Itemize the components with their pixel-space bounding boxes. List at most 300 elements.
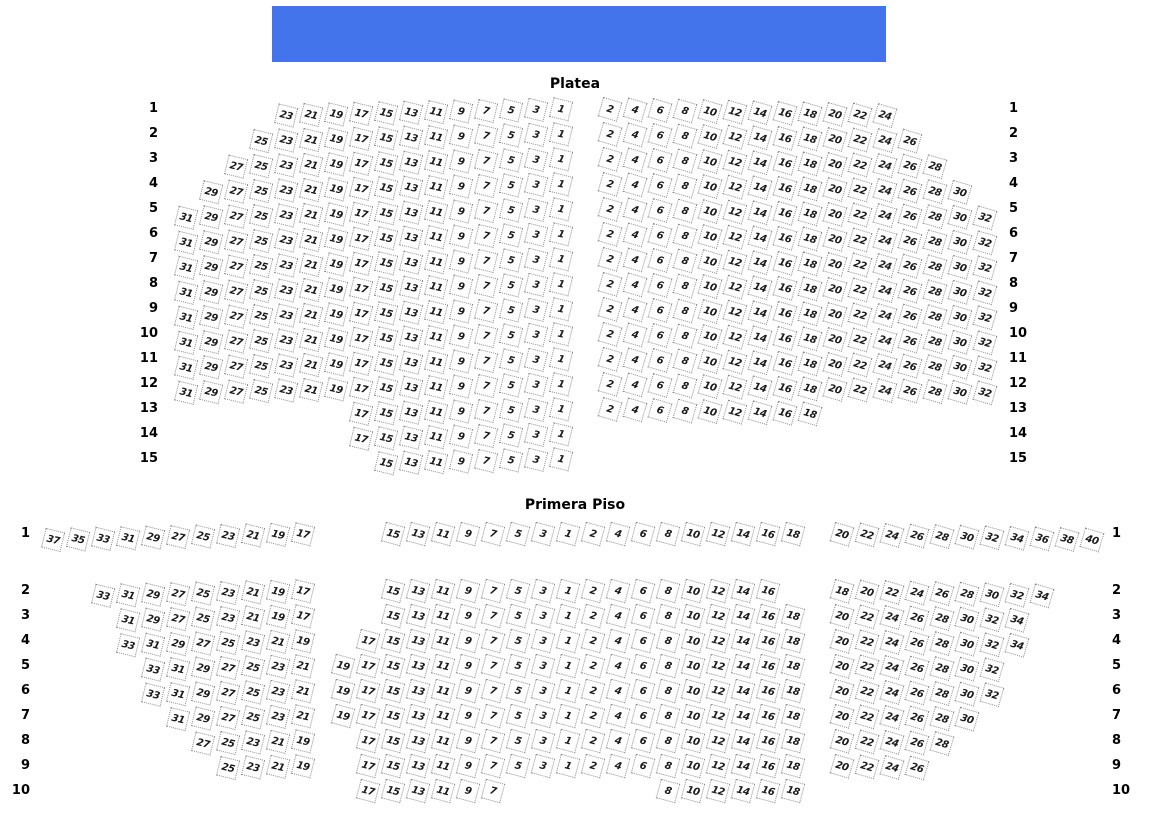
seat[interactable]: 9 (448, 149, 472, 173)
seat[interactable]: 40 (1079, 527, 1104, 552)
seat[interactable]: 23 (273, 353, 297, 377)
seat[interactable]: 4 (605, 703, 629, 727)
seat[interactable]: 8 (672, 123, 697, 148)
seat[interactable]: 15 (373, 251, 397, 275)
seat[interactable]: 15 (373, 176, 397, 200)
seat[interactable]: 14 (730, 578, 754, 602)
seat[interactable]: 10 (680, 628, 704, 652)
seat[interactable]: 22 (847, 152, 872, 177)
seat[interactable]: 16 (772, 225, 797, 250)
seat[interactable]: 2 (597, 371, 622, 396)
seat[interactable]: 18 (780, 653, 804, 677)
seat[interactable]: 26 (929, 581, 954, 606)
seat[interactable]: 11 (423, 100, 447, 124)
seat[interactable]: 12 (722, 249, 747, 274)
seat[interactable]: 18 (797, 276, 822, 301)
seat[interactable]: 27 (224, 179, 248, 203)
seat[interactable]: 14 (747, 175, 772, 200)
seat[interactable]: 2 (580, 628, 604, 652)
seat[interactable]: 6 (647, 348, 672, 373)
seat[interactable]: 37 (40, 527, 64, 551)
seat[interactable]: 1 (555, 578, 579, 602)
seat[interactable]: 7 (480, 603, 504, 627)
seat[interactable]: 21 (298, 102, 322, 126)
seat[interactable]: 28 (954, 581, 979, 606)
seat[interactable]: 9 (448, 449, 472, 473)
seat[interactable]: 32 (972, 205, 997, 230)
seat[interactable]: 24 (879, 630, 904, 655)
seat[interactable]: 5 (498, 323, 522, 347)
seat[interactable]: 15 (373, 226, 397, 250)
seat[interactable]: 10 (697, 399, 722, 424)
seat[interactable]: 9 (455, 678, 479, 702)
seat[interactable]: 19 (323, 152, 347, 176)
seat[interactable]: 25 (248, 129, 272, 153)
seat[interactable]: 16 (772, 175, 797, 200)
seat[interactable]: 17 (348, 426, 372, 450)
seat[interactable]: 29 (199, 305, 223, 329)
seat[interactable]: 1 (548, 297, 572, 321)
seat[interactable]: 2 (597, 271, 622, 296)
seat[interactable]: 15 (380, 678, 404, 702)
seat[interactable]: 11 (423, 300, 447, 324)
seat[interactable]: 24 (872, 128, 897, 153)
seat[interactable]: 10 (697, 149, 722, 174)
seat[interactable]: 12 (722, 299, 747, 324)
seat[interactable]: 15 (373, 276, 397, 300)
seat[interactable]: 14 (730, 678, 754, 702)
seat[interactable]: 31 (165, 682, 189, 706)
seat[interactable]: 2 (597, 196, 622, 221)
seat[interactable]: 25 (248, 179, 272, 203)
seat[interactable]: 7 (473, 398, 497, 422)
seat[interactable]: 5 (505, 703, 529, 727)
seat[interactable]: 16 (772, 200, 797, 225)
seat[interactable]: 17 (348, 201, 372, 225)
seat[interactable]: 23 (273, 203, 297, 227)
seat[interactable]: 18 (797, 151, 822, 176)
seat[interactable]: 30 (947, 179, 972, 204)
seat[interactable]: 1 (548, 122, 572, 146)
seat[interactable]: 12 (722, 324, 747, 349)
seat[interactable]: 8 (672, 223, 697, 248)
seat[interactable]: 11 (423, 400, 447, 424)
seat[interactable]: 15 (373, 201, 397, 225)
seat[interactable]: 12 (705, 628, 729, 652)
seat[interactable]: 18 (829, 578, 854, 603)
seat[interactable]: 14 (747, 375, 772, 400)
seat[interactable]: 7 (480, 578, 504, 602)
seat[interactable]: 26 (904, 680, 929, 705)
seat[interactable]: 11 (430, 753, 454, 777)
seat[interactable]: 26 (897, 328, 922, 353)
seat[interactable]: 21 (298, 327, 322, 351)
seat[interactable]: 12 (722, 349, 747, 374)
seat[interactable]: 19 (265, 522, 289, 546)
seat[interactable]: 10 (697, 249, 722, 274)
seat[interactable]: 27 (224, 304, 248, 328)
seat[interactable]: 27 (224, 229, 248, 253)
seat[interactable]: 22 (847, 277, 872, 302)
seat[interactable]: 8 (672, 273, 697, 298)
seat[interactable]: 13 (398, 325, 422, 349)
seat[interactable]: 35 (65, 527, 89, 551)
seat[interactable]: 8 (655, 778, 679, 802)
seat[interactable]: 24 (872, 303, 897, 328)
seat[interactable]: 24 (872, 178, 897, 203)
seat[interactable]: 16 (755, 603, 779, 627)
seat[interactable]: 24 (879, 655, 904, 680)
seat[interactable]: 9 (448, 199, 472, 223)
seat[interactable]: 6 (630, 678, 654, 702)
seat[interactable]: 27 (215, 680, 239, 704)
seat[interactable]: 31 (174, 205, 198, 229)
seat[interactable]: 15 (373, 126, 397, 150)
seat[interactable]: 7 (480, 703, 504, 727)
seat[interactable]: 25 (240, 655, 264, 679)
seat[interactable]: 27 (224, 154, 248, 178)
seat[interactable]: 20 (829, 521, 854, 546)
seat[interactable]: 20 (822, 301, 847, 326)
seat[interactable]: 20 (829, 753, 854, 778)
seat[interactable]: 8 (672, 298, 697, 323)
seat[interactable]: 15 (373, 401, 397, 425)
seat[interactable]: 18 (780, 753, 804, 777)
seat[interactable]: 7 (473, 423, 497, 447)
seat[interactable]: 10 (697, 324, 722, 349)
seat[interactable]: 30 (947, 354, 972, 379)
seat[interactable]: 28 (922, 379, 947, 404)
seat[interactable]: 25 (248, 204, 272, 228)
seat[interactable]: 29 (199, 205, 223, 229)
seat[interactable]: 15 (380, 578, 404, 602)
seat[interactable]: 28 (922, 329, 947, 354)
seat[interactable]: 24 (872, 378, 897, 403)
seat[interactable]: 2 (580, 603, 604, 627)
seat[interactable]: 12 (722, 99, 747, 124)
seat[interactable]: 4 (622, 347, 647, 372)
seat[interactable]: 22 (879, 580, 904, 605)
seat[interactable]: 32 (979, 657, 1004, 682)
seat[interactable]: 19 (265, 604, 289, 628)
seat[interactable]: 5 (505, 653, 529, 677)
seat[interactable]: 3 (530, 521, 554, 545)
seat[interactable]: 27 (215, 655, 239, 679)
seat[interactable]: 1 (548, 172, 572, 196)
seat[interactable]: 3 (523, 122, 547, 146)
seat[interactable]: 2 (580, 678, 604, 702)
seat[interactable]: 11 (423, 125, 447, 149)
seat[interactable]: 7 (480, 753, 504, 777)
seat[interactable]: 34 (1004, 632, 1029, 657)
seat[interactable]: 23 (273, 128, 297, 152)
seat[interactable]: 5 (505, 753, 529, 777)
seat[interactable]: 15 (373, 451, 397, 475)
seat[interactable]: 30 (954, 706, 979, 731)
seat[interactable]: 21 (298, 202, 322, 226)
seat[interactable]: 9 (448, 174, 472, 198)
seat[interactable]: 5 (498, 348, 522, 372)
seat[interactable]: 4 (622, 197, 647, 222)
seat[interactable]: 13 (398, 300, 422, 324)
seat[interactable]: 30 (954, 656, 979, 681)
seat[interactable]: 15 (380, 703, 404, 727)
seat[interactable]: 15 (373, 151, 397, 175)
seat[interactable]: 10 (680, 653, 704, 677)
seat[interactable]: 21 (298, 252, 322, 276)
seat[interactable]: 26 (897, 228, 922, 253)
seat[interactable]: 4 (622, 272, 647, 297)
seat[interactable]: 17 (348, 301, 372, 325)
seat[interactable]: 14 (747, 100, 772, 125)
seat[interactable]: 20 (829, 703, 854, 728)
seat[interactable]: 16 (755, 753, 779, 777)
seat[interactable]: 4 (605, 628, 629, 652)
seat[interactable]: 4 (605, 653, 629, 677)
seat[interactable]: 14 (747, 300, 772, 325)
seat[interactable]: 17 (355, 778, 379, 802)
seat[interactable]: 12 (722, 224, 747, 249)
seat[interactable]: 9 (448, 299, 472, 323)
seat[interactable]: 31 (174, 255, 198, 279)
seat[interactable]: 13 (398, 375, 422, 399)
seat[interactable]: 16 (755, 703, 779, 727)
seat[interactable]: 28 (929, 681, 954, 706)
seat[interactable]: 13 (398, 425, 422, 449)
seat[interactable]: 12 (705, 703, 729, 727)
seat[interactable]: 14 (730, 753, 754, 777)
seat[interactable]: 24 (904, 580, 929, 605)
seat[interactable]: 33 (90, 583, 114, 607)
seat[interactable]: 11 (430, 728, 454, 752)
seat[interactable]: 19 (323, 252, 347, 276)
seat[interactable]: 17 (290, 604, 314, 628)
seat[interactable]: 18 (797, 401, 822, 426)
seat[interactable]: 4 (622, 122, 647, 147)
seat[interactable]: 19 (323, 277, 347, 301)
seat[interactable]: 17 (348, 151, 372, 175)
seat[interactable]: 18 (780, 778, 804, 802)
seat[interactable]: 13 (398, 175, 422, 199)
seat[interactable]: 17 (348, 376, 372, 400)
seat[interactable]: 13 (405, 778, 429, 802)
seat[interactable]: 29 (199, 280, 223, 304)
seat[interactable]: 24 (879, 605, 904, 630)
seat[interactable]: 9 (455, 628, 479, 652)
seat[interactable]: 20 (854, 579, 879, 604)
seat[interactable]: 15 (380, 778, 404, 802)
seat[interactable]: 3 (523, 97, 547, 121)
seat[interactable]: 22 (854, 679, 879, 704)
seat[interactable]: 14 (730, 628, 754, 652)
seat[interactable]: 1 (555, 628, 579, 652)
seat[interactable]: 8 (655, 753, 679, 777)
seat[interactable]: 30 (979, 582, 1004, 607)
seat[interactable]: 18 (797, 326, 822, 351)
seat[interactable]: 9 (455, 778, 479, 802)
seat[interactable]: 25 (248, 354, 272, 378)
seat[interactable]: 28 (929, 606, 954, 631)
seat[interactable]: 31 (140, 632, 164, 656)
seat[interactable]: 19 (323, 177, 347, 201)
seat[interactable]: 12 (705, 521, 729, 545)
seat[interactable]: 32 (972, 255, 997, 280)
seat[interactable]: 2 (580, 753, 604, 777)
seat[interactable]: 13 (398, 250, 422, 274)
seat[interactable]: 12 (705, 728, 729, 752)
seat[interactable]: 10 (680, 521, 704, 545)
seat[interactable]: 4 (605, 521, 629, 545)
seat[interactable]: 32 (979, 607, 1004, 632)
seat[interactable]: 24 (879, 523, 904, 548)
seat[interactable]: 10 (697, 349, 722, 374)
seat[interactable]: 1 (555, 703, 579, 727)
seat[interactable]: 17 (355, 628, 379, 652)
seat[interactable]: 9 (455, 703, 479, 727)
seat[interactable]: 4 (622, 172, 647, 197)
seat[interactable]: 16 (772, 325, 797, 350)
seat[interactable]: 8 (672, 248, 697, 273)
seat[interactable]: 29 (199, 255, 223, 279)
seat[interactable]: 6 (647, 398, 672, 423)
seat[interactable]: 6 (647, 248, 672, 273)
seat[interactable]: 9 (448, 99, 472, 123)
seat[interactable]: 2 (597, 396, 622, 421)
seat[interactable]: 21 (240, 523, 264, 547)
seat[interactable]: 18 (797, 376, 822, 401)
seat[interactable]: 31 (115, 583, 139, 607)
seat[interactable]: 16 (755, 653, 779, 677)
seat[interactable]: 12 (722, 124, 747, 149)
seat[interactable]: 12 (722, 274, 747, 299)
seat[interactable]: 15 (380, 653, 404, 677)
seat[interactable]: 4 (605, 678, 629, 702)
seat[interactable]: 3 (523, 347, 547, 371)
seat[interactable]: 26 (897, 178, 922, 203)
seat[interactable]: 14 (730, 603, 754, 627)
seat[interactable]: 32 (972, 355, 997, 380)
seat[interactable]: 5 (498, 423, 522, 447)
seat[interactable]: 23 (273, 328, 297, 352)
seat[interactable]: 10 (680, 728, 704, 752)
seat[interactable]: 20 (829, 678, 854, 703)
seat[interactable]: 1 (548, 422, 572, 446)
seat[interactable]: 1 (555, 603, 579, 627)
seat[interactable]: 13 (405, 521, 429, 545)
seat[interactable]: 13 (398, 200, 422, 224)
seat[interactable]: 9 (455, 603, 479, 627)
seat[interactable]: 2 (597, 346, 622, 371)
seat[interactable]: 11 (430, 778, 454, 802)
seat[interactable]: 30 (954, 606, 979, 631)
seat[interactable]: 18 (780, 728, 804, 752)
seat[interactable]: 8 (655, 603, 679, 627)
seat[interactable]: 26 (897, 203, 922, 228)
seat[interactable]: 7 (473, 123, 497, 147)
seat[interactable]: 16 (755, 778, 779, 802)
seat[interactable]: 27 (224, 279, 248, 303)
seat[interactable]: 6 (647, 123, 672, 148)
seat[interactable]: 21 (290, 679, 314, 703)
seat[interactable]: 11 (430, 521, 454, 545)
seat[interactable]: 23 (215, 580, 239, 604)
seat[interactable]: 27 (224, 379, 248, 403)
seat[interactable]: 29 (190, 656, 214, 680)
seat[interactable]: 5 (498, 273, 522, 297)
seat[interactable]: 15 (380, 753, 404, 777)
seat[interactable]: 7 (480, 628, 504, 652)
seat[interactable]: 20 (822, 151, 847, 176)
seat[interactable]: 7 (473, 323, 497, 347)
seat[interactable]: 6 (647, 273, 672, 298)
seat[interactable]: 2 (597, 96, 622, 121)
seat[interactable]: 23 (265, 704, 289, 728)
seat[interactable]: 17 (348, 401, 372, 425)
seat[interactable]: 26 (897, 253, 922, 278)
seat[interactable]: 19 (323, 227, 347, 251)
seat[interactable]: 8 (672, 348, 697, 373)
seat[interactable]: 24 (879, 755, 904, 780)
seat[interactable]: 5 (498, 448, 522, 472)
seat[interactable]: 13 (405, 703, 429, 727)
seat[interactable]: 13 (405, 628, 429, 652)
seat[interactable]: 18 (797, 251, 822, 276)
seat[interactable]: 23 (240, 730, 264, 754)
seat[interactable]: 13 (405, 678, 429, 702)
seat[interactable]: 19 (330, 678, 354, 702)
seat[interactable]: 15 (380, 603, 404, 627)
seat[interactable]: 15 (380, 628, 404, 652)
seat[interactable]: 17 (348, 226, 372, 250)
seat[interactable]: 31 (174, 230, 198, 254)
seat[interactable]: 30 (954, 681, 979, 706)
seat[interactable]: 6 (630, 628, 654, 652)
seat[interactable]: 13 (405, 653, 429, 677)
seat[interactable]: 12 (722, 174, 747, 199)
seat[interactable]: 9 (448, 224, 472, 248)
seat[interactable]: 16 (772, 150, 797, 175)
seat[interactable]: 14 (730, 653, 754, 677)
seat[interactable]: 16 (772, 400, 797, 425)
seat[interactable]: 7 (480, 778, 504, 802)
seat[interactable]: 22 (847, 252, 872, 277)
seat[interactable]: 13 (398, 125, 422, 149)
seat[interactable]: 15 (373, 376, 397, 400)
seat[interactable]: 22 (854, 654, 879, 679)
seat[interactable]: 2 (597, 221, 622, 246)
seat[interactable]: 23 (215, 523, 239, 547)
seat[interactable]: 23 (273, 228, 297, 252)
seat[interactable]: 16 (772, 300, 797, 325)
seat[interactable]: 17 (355, 728, 379, 752)
seat[interactable]: 8 (672, 98, 697, 123)
seat[interactable]: 28 (929, 656, 954, 681)
seat[interactable]: 3 (523, 272, 547, 296)
seat[interactable]: 1 (555, 653, 579, 677)
seat[interactable]: 18 (797, 176, 822, 201)
seat[interactable]: 27 (165, 525, 189, 549)
seat[interactable]: 31 (115, 526, 139, 550)
seat[interactable]: 12 (722, 199, 747, 224)
seat[interactable]: 26 (904, 755, 929, 780)
seat[interactable]: 33 (115, 633, 139, 657)
seat[interactable]: 17 (348, 176, 372, 200)
seat[interactable]: 3 (523, 172, 547, 196)
seat[interactable]: 30 (947, 329, 972, 354)
seat[interactable]: 26 (897, 303, 922, 328)
seat[interactable]: 10 (680, 603, 704, 627)
seat[interactable]: 14 (730, 521, 754, 545)
